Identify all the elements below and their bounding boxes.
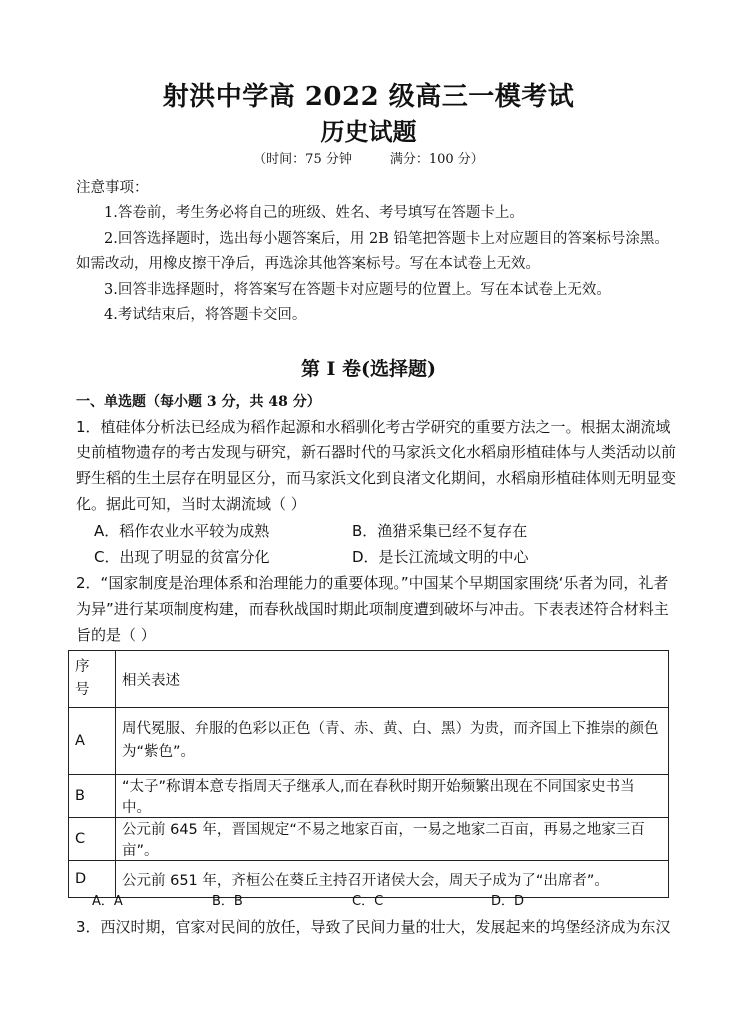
question-2-line: 旨的是（ ）	[76, 626, 156, 644]
row-key: D	[69, 861, 116, 898]
note-item-4: 4.考试结束后，将答题卡交回。	[104, 307, 307, 323]
q1-option-a: A．稻作农业水平较为成熟	[94, 522, 270, 540]
question-1-line: 史前植物遗存的考古发现与研究，新石器时代的马家浜文化水稻扇形植硅体与人类活动以前	[76, 443, 677, 461]
subject-title: 历史试题	[320, 117, 417, 146]
row-text: “太子”称谓本意专指周天子继承人,而在春秋时期开始频繁出现在不同国家史书当中。	[116, 775, 669, 818]
section-title: 第 I 卷(选择题)	[300, 358, 437, 380]
note-item-2: 2.回答选择题时，选出每小题答案后，用 2B 铅笔把答题卡上对应题目的答案标号涂黑。	[104, 231, 669, 247]
exam-full-score: 满分：100 分）	[389, 152, 484, 167]
row-key: C	[69, 818, 116, 861]
q1-option-d: D．是长江流域文明的中心	[352, 548, 529, 566]
note-item-3: 3.回答非选择题时，将答案写在答题卡对应题号的位置上。写在本试卷上无效。	[104, 282, 611, 298]
question-1-line: 1．植硅体分析法已经成为稻作起源和水稻驯化考古学研究的重要方法之一。根据太湖流域	[76, 418, 671, 436]
section-subtitle: 一、单选题（每小题 3 分，共 48 分）	[76, 394, 321, 410]
question-2-line: 为异”进行某项制度构建，而春秋战国时期此项制度遭到破坏与冲击。下表表述符合材料主	[76, 600, 669, 618]
table-row	[69, 818, 669, 861]
table-header-index: 序 号	[69, 651, 116, 708]
question-1-line: 化。据此可知，当时太湖流域（ ）	[76, 495, 306, 513]
row-key: B	[69, 775, 116, 818]
q2-answer-c: C．C	[352, 894, 384, 909]
question-1-line: 野生稻的生土层存在明显区分，而马家浜文化到良渚文化期间，水稻扇形植硅体则无明显变	[76, 469, 677, 487]
q1-option-c: C．出现了明显的贫富分化	[94, 548, 270, 566]
table-row	[69, 775, 669, 818]
q1-option-b: B．渔猎采集已经不复存在	[352, 522, 528, 540]
table-header-statement: 相关表述	[116, 651, 669, 708]
q2-table	[68, 650, 669, 898]
table-row	[69, 708, 669, 775]
notes-heading: 注意事项：	[76, 180, 149, 196]
exam-title: 射洪中学高 2022 级高三一模考试	[162, 82, 575, 112]
question-3-line: 3．西汉时期，官家对民间的放任，导致了民间力量的壮大，发展起来的坞堡经济成为东汉	[76, 918, 671, 936]
row-text: 周代冕服、弁服的色彩以正色（青、赤、黄、白、黑）为贵，而齐国上下推崇的颜色 为“紫色”。	[116, 708, 669, 775]
row-key: A	[69, 708, 116, 775]
row-text: 公元前 645 年，晋国规定“不易之地家百亩，一易之地家二百亩，再易之地家三百亩”。	[116, 818, 669, 861]
q2-answer-a: A．A	[92, 894, 123, 909]
note-item-1: 1.答卷前，考生务必将自己的班级、姓名、考号填写在答题卡上。	[104, 205, 524, 221]
row-text: 公元前 651 年，齐桓公在葵丘主持召开诸侯大会，周天子成为了“出席者”。	[116, 861, 669, 898]
note-item-2-cont: 如需改动，用橡皮擦干净后，再选涂其他答案标号。写在本试卷上无效。	[76, 256, 540, 272]
time-score-line	[0, 148, 737, 167]
exam-time: （时间：75 分钟	[253, 152, 352, 167]
table-header-row	[69, 651, 669, 708]
question-2-line: 2．“国家制度是治理体系和治理能力的重要体现。”中国某个早期国家围绕‘乐者为同，礼者	[76, 574, 669, 592]
q2-answer-b: B．B	[212, 894, 243, 909]
q2-answer-d: D．D	[491, 894, 525, 909]
